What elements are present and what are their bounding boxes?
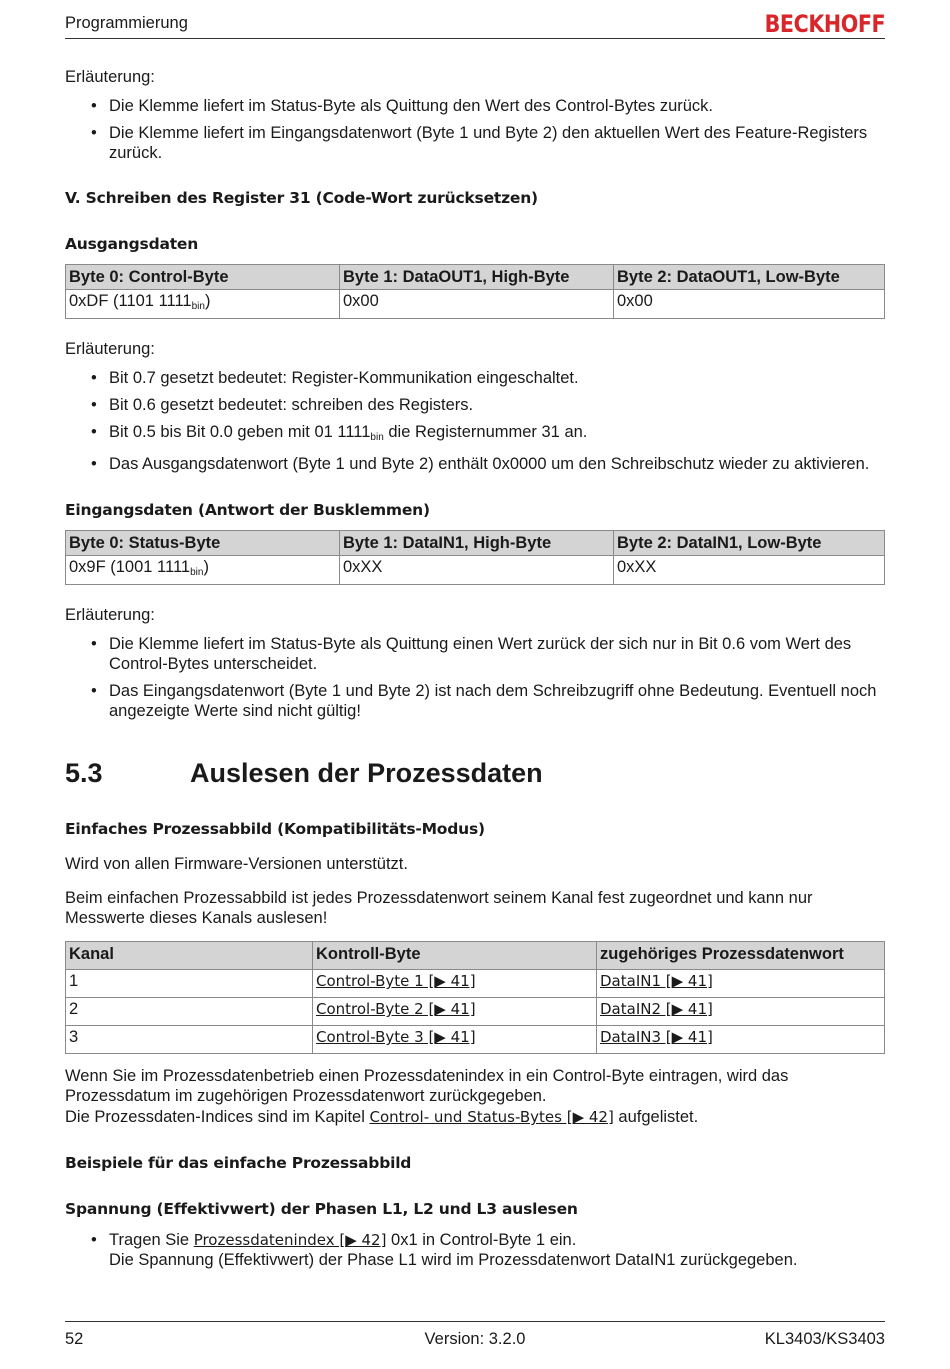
- control-byte-link[interactable]: Control-Byte 1 [▶ 41]: [316, 972, 476, 990]
- table-row: [66, 1026, 885, 1054]
- table-header: Kanal: [66, 942, 313, 970]
- table-header: Byte 1: DataIN1, High-Byte: [340, 531, 614, 556]
- control-byte-link[interactable]: Control-Byte 3 [▶ 41]: [316, 1028, 476, 1046]
- table-cell: 2: [66, 998, 313, 1026]
- table-header: Byte 2: DataIN1, Low-Byte: [614, 531, 885, 556]
- list-item: • Bit 0.6 gesetzt bedeutet: schreiben des Registers.: [65, 395, 885, 415]
- examples-heading: Beispiele für das einfache Prozessabbild: [65, 1154, 412, 1172]
- page-number: 52: [65, 1330, 84, 1348]
- list-item: • Das Ausgangsdatenwort (Byte 1 und Byte 2) enthält 0x0000 um den Schreibschutz wieder zu aktivieren.: [65, 454, 885, 474]
- datain-link[interactable]: DataIN1 [▶ 41]: [600, 972, 713, 990]
- explanation-label: Erläuterung:: [65, 340, 155, 358]
- datain-link[interactable]: DataIN2 [▶ 41]: [600, 1000, 713, 1018]
- examples-subheading: Spannung (Effektivwert) der Phasen L1, L2 und L3 auslesen: [65, 1200, 578, 1218]
- control-status-bytes-link[interactable]: Control- und Status-Bytes [▶ 42]: [369, 1108, 614, 1126]
- table-cell: 0xXX: [340, 556, 614, 585]
- section-heading-v: V. Schreiben des Register 31 (Code-Wort zurücksetzen): [65, 189, 538, 207]
- datain-link[interactable]: DataIN3 [▶ 41]: [600, 1028, 713, 1046]
- list-item: • Bit 0.7 gesetzt bedeutet: Register-Kommunikation eingeschaltet.: [65, 368, 885, 388]
- version-label: Version: 3.2.0: [424, 1330, 526, 1348]
- beckhoff-logo: BECKHOFF: [764, 10, 885, 38]
- input-data-heading: Eingangsdaten (Antwort der Busklemmen): [65, 501, 430, 519]
- explanation-block-2: [65, 339, 885, 474]
- explanation-label: Erläuterung:: [65, 68, 155, 86]
- table-cell: 1: [66, 970, 313, 998]
- explanation-block-1: [65, 67, 885, 163]
- list-item: • Bit 0.5 bis Bit 0.0 geben mit 01 $1111_{bin}$ die Registernummer 31 an.: [65, 422, 885, 448]
- section-heading-5-3: [65, 758, 885, 789]
- table-cell: 0xDF (1101 $1111_{bin}$): [66, 290, 340, 319]
- list-item: • Tragen Sie Prozessdatenindex [▶ 42] 0x1 in Control-Byte 1 ein. Die Spannung (Effektivwert) der Phase L1 wird im Prozessdatenwort DataIN1 zurückgegeben.: [65, 1230, 885, 1270]
- paragraph: Die Prozessdaten-Indices sind im Kapitel Control- und Status-Bytes [▶ 42] aufgelistet.: [65, 1108, 699, 1126]
- paragraph: Wird von allen Firmware-Versionen unterstützt.: [65, 855, 408, 873]
- header-section-title: Programmierung: [65, 14, 188, 32]
- explanation-block-3: [65, 605, 885, 721]
- table-row: [66, 970, 885, 998]
- input-data-table: [65, 530, 885, 585]
- page-header: [65, 8, 885, 39]
- explanation-label: Erläuterung:: [65, 606, 155, 624]
- paragraph: Beim einfachen Prozessabbild ist jedes Prozessdatenwort seinem Kanal fest zugeordnet und kann nur Messwerte dieses Kanals auslesen!: [65, 889, 813, 927]
- list-item: • Die Klemme liefert im Status-Byte als Quittung einen Wert zurück der sich nur in Bit 0.6 vom Wert des Control-Bytes unterscheidet.: [65, 634, 885, 674]
- control-byte-link[interactable]: Control-Byte 2 [▶ 41]: [316, 1000, 476, 1018]
- product-label: KL3403/KS3403: [764, 1330, 885, 1348]
- table-header: Byte 0: Control-Byte: [66, 265, 340, 290]
- table-header: Kontroll-Byte: [313, 942, 597, 970]
- table-header: Byte 0: Status-Byte: [66, 531, 340, 556]
- table-header: Byte 2: DataOUT1, Low-Byte: [614, 265, 885, 290]
- output-data-heading: Ausgangsdaten: [65, 235, 199, 253]
- process-data-index-link[interactable]: Prozessdatenindex [▶ 42]: [193, 1231, 387, 1249]
- table-cell: 0xXX: [614, 556, 885, 585]
- table-cell: 0x9F (1001 $1111_{bin}$): [66, 556, 340, 585]
- table-cell: 0x00: [614, 290, 885, 319]
- list-item: • Die Klemme liefert im Eingangsdatenwort (Byte 1 und Byte 2) den aktuellen Wert des Feature-Registers zurück.: [65, 123, 885, 163]
- table-header: Byte 1: DataOUT1, High-Byte: [340, 265, 614, 290]
- section-title: Auslesen der Prozessdaten: [190, 758, 543, 788]
- page-footer: [65, 1321, 885, 1358]
- channel-table: [65, 941, 885, 1054]
- table-cell: 0x00: [340, 290, 614, 319]
- section-number: 5.3: [65, 758, 103, 788]
- list-item: • Das Eingangsdatenwort (Byte 1 und Byte 2) ist nach dem Schreibzugriff ohne Bedeutung. Eventuell noch angezeigte Werte sind nicht gültig!: [65, 681, 885, 721]
- table-header: zugehöriges Prozessdatenwort: [597, 942, 885, 970]
- simple-image-heading: Einfaches Prozessabbild (Kompatibilitäts-Modus): [65, 820, 485, 838]
- table-cell: 3: [66, 1026, 313, 1054]
- paragraph: Wenn Sie im Prozessdatenbetrieb einen Prozessdatenindex in ein Control-Byte eintragen, wird das Prozessdatum im zugehörigen Prozessdatenwort zurückgegeben.: [65, 1067, 789, 1105]
- table-row: [66, 556, 885, 585]
- list-item: • Die Klemme liefert im Status-Byte als Quittung den Wert des Control-Bytes zurück.: [65, 96, 885, 116]
- output-data-table: [65, 264, 885, 319]
- table-row: [66, 290, 885, 319]
- table-row: [66, 998, 885, 1026]
